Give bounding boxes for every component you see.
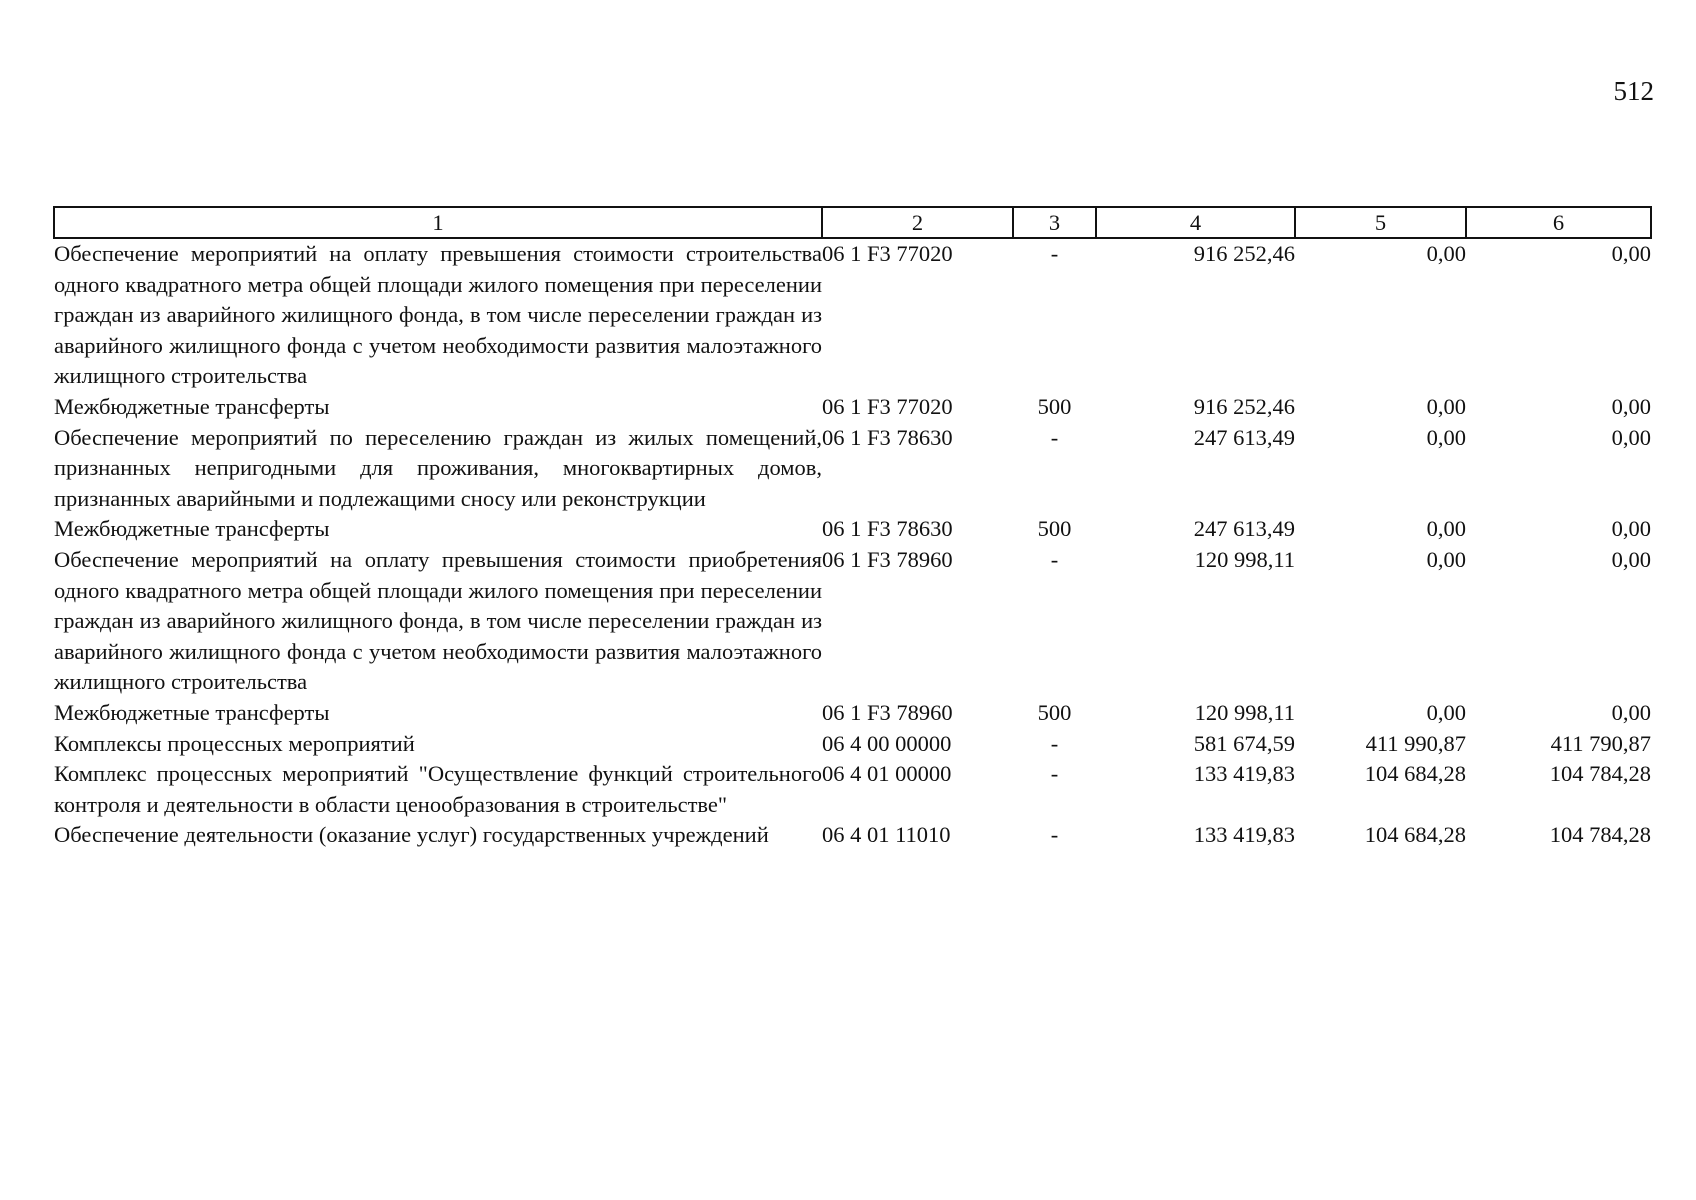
table-row [54,820,1651,851]
row-code: 06 4 01 11010 [822,822,951,848]
row-value-5: 104 684,28 [1364,761,1466,787]
row-code: 06 1 F3 77020 [822,393,953,419]
row-value-4: 916 252,46 [1193,241,1295,266]
header-cell-4: 4 [1096,207,1295,238]
row-value-6: 0,00 [1611,241,1651,266]
table-row [54,698,1651,729]
row-name: Комплексы процессных мероприятий [54,730,415,756]
row-name: Межбюджетные трансферты [54,699,330,725]
header-cell-5: 5 [1295,207,1466,238]
row-value-6: 104 784,28 [1549,822,1651,848]
row-value-5: 411 990,87 [1365,730,1466,756]
row-name: Комплекс процессных мероприятий "Осуществление функций строительного контроля и деятельности в области ценообразования в строительстве" [54,761,822,817]
header-cell-1: 1 [54,207,822,238]
row-name: Межбюджетные трансферты [54,393,330,419]
row-value-4: 247 613,49 [1193,424,1295,450]
row-code: 06 4 00 00000 [822,730,952,756]
row-value-4: 120 998,11 [1194,546,1295,572]
table-row [54,514,1651,545]
row-code: 06 4 01 00000 [822,761,952,787]
row-name: Обеспечение деятельности (оказание услуг) государственных учреждений [54,822,769,848]
row-value-5: 104 684,28 [1364,822,1466,848]
table-row [54,392,1651,423]
row-code: 06 1 F3 77020 [822,241,953,266]
row-value-5: 0,00 [1426,546,1466,572]
row-type: - [1050,822,1059,848]
row-value-6: 104 784,28 [1549,761,1651,787]
row-value-5: 0,00 [1426,393,1466,419]
row-value-4: 120 998,11 [1194,699,1295,725]
row-value-5: 0,00 [1426,516,1466,542]
row-value-6: 0,00 [1611,699,1651,725]
row-code: 06 1 F3 78630 [822,516,953,542]
row-value-4: 133 419,83 [1193,761,1295,787]
row-value-6: 0,00 [1611,393,1651,419]
row-value-4: 581 674,59 [1193,730,1295,756]
row-type: - [1050,761,1059,787]
row-name: Межбюджетные трансферты [54,516,330,542]
row-name: Обеспечение мероприятий на оплату превышения стоимости строительства одного квадратного метра общей площади жилого помещения при переселении граждан из аварийного жилищного фонда, в том числе переселении граждан из аварийного жилищного фонда с учетом необходимости развития малоэтажного жилищного строительства [54,241,822,389]
row-code: 06 1 F3 78630 [822,424,953,450]
row-value-6: 0,00 [1611,424,1651,450]
row-value-4: 916 252,46 [1193,393,1295,419]
header-cell-3: 3 [1013,207,1096,238]
row-type: - [1050,730,1059,756]
budget-table [53,206,1652,851]
row-type: 500 [1037,393,1072,419]
row-value-5: 0,00 [1426,699,1466,725]
table-row [54,759,1651,820]
row-value-4: 133 419,83 [1193,822,1295,848]
header-cell-6: 6 [1466,207,1651,238]
table-row [54,423,1651,515]
row-value-4: 247 613,49 [1193,516,1295,542]
row-code: 06 1 F3 78960 [822,546,953,572]
row-type: - [1050,241,1059,266]
row-value-6: 411 790,87 [1550,730,1651,756]
row-name: Обеспечение мероприятий по переселению граждан из жилых помещений, признанных непригодными для проживания, многоквартирных домов, признанных аварийными и подлежащими сносу или реконструкции [54,424,822,511]
table-row [54,729,1651,760]
page-number: 512 [1613,76,1654,106]
table-row [54,238,1651,392]
row-value-5: 0,00 [1426,241,1466,266]
row-name: Обеспечение мероприятий на оплату превышения стоимости приобретения одного квадратного метра общей площади жилого помещения при переселении граждан из аварийного жилищного фонда, в том числе переселении граждан из аварийного жилищного фонда с учетом необходимости развития малоэтажного жилищного строительства [54,546,822,695]
row-type: - [1050,546,1059,572]
row-type: 500 [1037,516,1072,542]
row-value-6: 0,00 [1611,546,1651,572]
header-cell-2: 2 [822,207,1013,238]
row-value-5: 0,00 [1426,424,1466,450]
table-row [54,545,1651,698]
row-type: 500 [1037,699,1072,725]
row-value-6: 0,00 [1611,516,1651,542]
row-type: - [1050,424,1059,450]
header-row [54,207,1651,238]
row-code: 06 1 F3 78960 [822,699,953,725]
